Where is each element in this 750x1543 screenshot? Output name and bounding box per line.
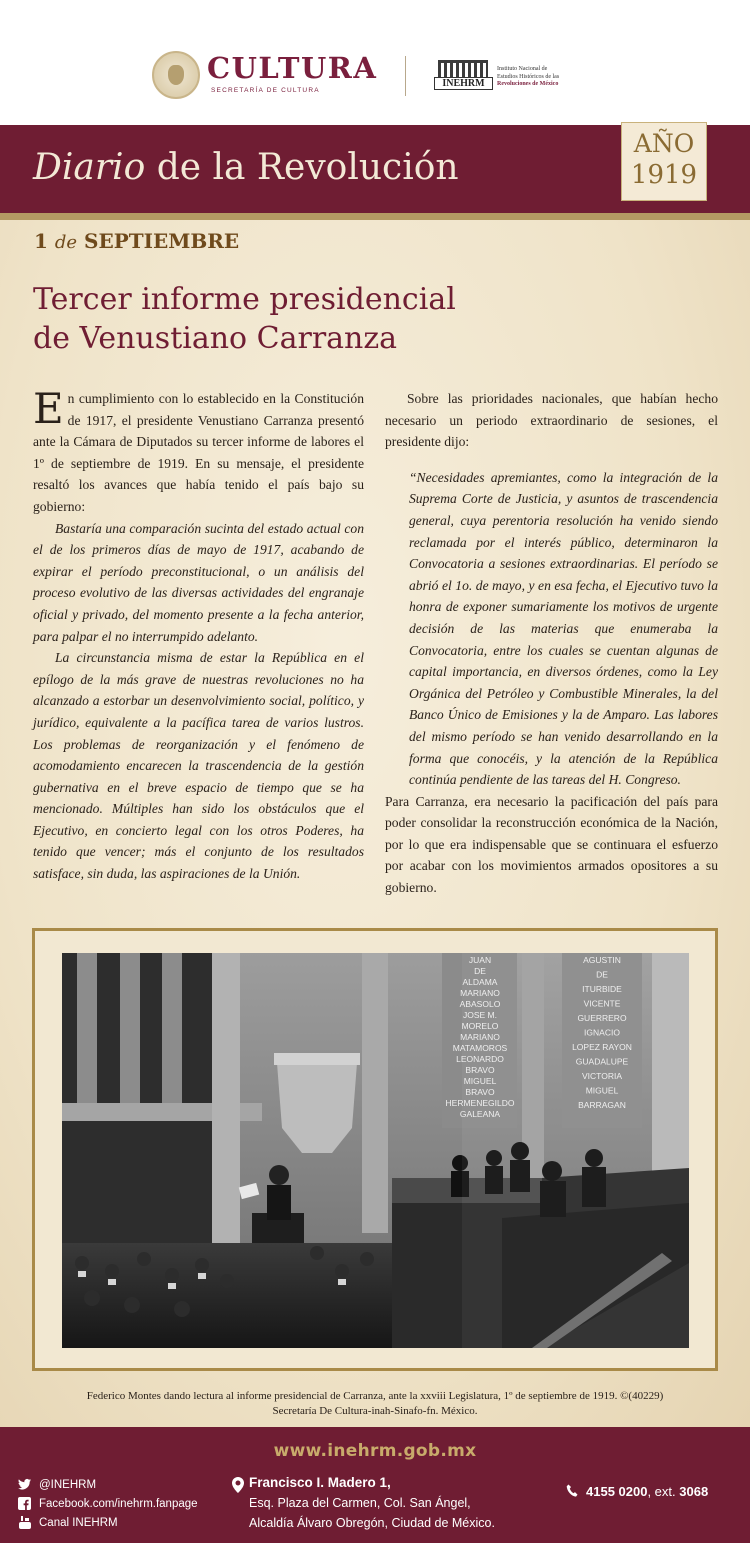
wall-name: MIGUEL [585, 1085, 619, 1096]
location-pin-icon [232, 1477, 244, 1493]
twitter-icon [18, 1478, 32, 1491]
chamber-photo-illustration [62, 953, 689, 1348]
youtube-icon [18, 1516, 32, 1529]
mexico-seal-icon [152, 51, 200, 99]
article-paragraph-1-text: n cumplimiento con lo establecido en la Constitución de 1917, el presidente Venustiano Carranza presentó ante la Cámara de Diputados su tercer informe de labores el 1º de septiembre de 1919. En su mensaje, el presidente resaltó los avances que había tenido el país bajo su gobierno: [33, 391, 364, 514]
historical-photo [62, 953, 689, 1348]
wall-name: IGNACIO [584, 1027, 620, 1038]
photo-frame [32, 928, 718, 1371]
wall-name: GUERRERO [577, 1013, 627, 1023]
headline-line2: de Venustiano Carranza [33, 321, 398, 356]
article-quote: “Necesidades apremiantes, como la integración de la Suprema Corte de Justicia, y asuntos de trascendencia general, cuya perentoria resolución ha venido siendo reclamada por el interés público, determinaron la Convocatoria a sesiones extraordinarias. El período se abrió el 1o. de mayo, y en esa fecha, el Ejecutivo tuvo la honra de exponer sumariamente los motivos de urgente decisión de las materias que enumeraba la Convocatoria, entre los cuales se cuentan algunas de capital importancia, en diversos órdenes, como la Ley Orgánica del Petróleo y Combustible Minerales, la del Banco Único de Emisiones y la de Amparo. Las labores del mismo período se han venido desarrollando en la forma que conocéis, y la atención de la República continúa pendiente de las tareas del H. Congreso. [409, 469, 718, 788]
wall-name: VICTORIA [582, 1071, 622, 1081]
website-link[interactable]: www.inehrm.gob.mx [273, 1441, 477, 1461]
wall-name: VICENTE [583, 998, 621, 1009]
wall-name: ABASOLO [459, 999, 501, 1009]
date-de: de [54, 232, 78, 253]
address-line1: Francisco I. Madero 1, [249, 1475, 391, 1490]
date-month: SEPTIEMBRE [84, 229, 240, 253]
wall-name: BRAVO [465, 1087, 495, 1097]
address-block [249, 1473, 495, 1533]
wall-name: JUAN [468, 955, 492, 965]
youtube-channel: Canal INEHRM [39, 1516, 118, 1529]
header-divider [405, 56, 406, 96]
cultura-logo-text: CULTURA [207, 51, 378, 85]
article-column-left [33, 384, 364, 885]
inehrm-name-line1: Instituto Nacional de [497, 66, 548, 72]
article-paragraph-1 [33, 384, 364, 518]
headline-line1: Tercer informe presidencial [33, 282, 456, 317]
phone-extension: 3068 [679, 1484, 709, 1499]
publication-title-rest: de la Revolución [145, 147, 459, 188]
photo-caption [0, 1389, 750, 1419]
inehrm-full-name [497, 66, 559, 89]
phone-info[interactable] [566, 1484, 708, 1499]
banner-gold-stripe [0, 213, 750, 220]
inehrm-name-line3: Revoluciones de México [497, 81, 559, 87]
wall-name: MORELO [461, 1021, 499, 1031]
inehrm-logo-text: INEHRM [434, 77, 493, 90]
twitter-handle: @INEHRM [39, 1478, 97, 1491]
wall-name: LEONARDO [456, 1054, 504, 1064]
year-badge [621, 122, 707, 201]
article-paragraph-3: La circunstancia misma de estar la República en el epílogo de la más grave de nuestras revoluciones no ha alcanzado a estorbar un desenvolvimiento social, político, y jurídico, equivalente a la pacífica tarea de varios lustros. Los problemas de reorganización y el fenómeno de acomodamiento encarecen la trascendencia de la gestión gubernativa en el breve espacio de tiempo que se ha mencionado. Múltiples han sido los obstáculos que el Ejecutivo, en concierto legal con los otros Poderes, ha tenido que vencer; más el conjunto de los resultados satisface, sin duda, las aspiraciones de la Unión. [33, 650, 364, 882]
caption-line1: Federico Montes dando lectura al informe presidencial de Carranza, ante la xxviii Legislatura, 1º de septiembre de 1919. ©(40229) [86, 1390, 664, 1402]
year-number: 1919 [630, 160, 698, 190]
date-day: 1 [34, 229, 48, 253]
wall-name: LOPEZ RAYON [572, 1042, 632, 1052]
inehrm-name-line2: Estudios Históricos de las [497, 73, 560, 80]
wall-name: JOSE M. [462, 1010, 498, 1020]
address-line3: Alcaldía Álvaro Obregón, Ciudad de México. [249, 1516, 495, 1530]
cultura-subtitle: SECRETARÍA DE CULTURA [211, 87, 320, 94]
caption-line2: Secretaría De Cultura-inah-Sinafo-fn. México. [272, 1405, 478, 1417]
wall-name: ITURBIDE [582, 984, 622, 994]
wall-name: GUADALUPE [575, 1056, 629, 1067]
phone-icon [566, 1484, 578, 1498]
social-links [18, 1475, 198, 1532]
wall-name: BRAVO [465, 1065, 495, 1075]
phone-number: 4155 0200 [586, 1484, 648, 1499]
wall-name: AGUSTIN [583, 955, 621, 965]
year-word: AÑO [633, 129, 695, 158]
building-icon [438, 60, 488, 77]
article-paragraph-4: Sobre las prioridades nacionales, que habían hecho necesario un periodo extraordinario de sesiones, el presidente dijo: [385, 391, 718, 450]
wall-name: MARIANO [460, 988, 500, 998]
wall-name: DE [474, 966, 486, 976]
drop-cap: E [33, 384, 64, 433]
facebook-page: Facebook.com/inehrm.fanpage [39, 1497, 198, 1510]
address-line2: Esq. Plaza del Carmen, Col. San Ángel, [249, 1496, 471, 1510]
wall-name: MARIANO [460, 1032, 500, 1042]
publication-title-italic: Diario [33, 147, 146, 188]
facebook-link[interactable] [18, 1494, 198, 1513]
wall-name: GALEANA [459, 1109, 501, 1119]
wall-name: HERMENEGILDO [445, 1098, 515, 1108]
inehrm-logo [434, 58, 493, 90]
youtube-link[interactable] [18, 1513, 198, 1532]
article-date [34, 229, 239, 253]
facebook-icon [18, 1497, 32, 1510]
phone-ext-label: , ext. [647, 1484, 680, 1499]
article-headline [33, 280, 633, 358]
twitter-link[interactable] [18, 1475, 198, 1494]
wall-name: DE [596, 969, 608, 980]
article-paragraph-2: Bastaría una comparación sucinta del estado actual con el de los primeros días de mayo de 1917, acabando de expirar el período preconstitucional, o un análisis del proceso evolutivo de las diversas actividades del engranaje oficial y privado, del momento presente a la fecha anterior, para palpar el no interrumpido adelanto. [33, 520, 364, 644]
article-paragraph-5: Para Carranza, era necesario la pacificación del país para poder consolidar la reconstrucción económica de la Nación, por lo que era indispensable que se continuara el esfuerzo por acabar con los movimientos armados opositores a su gobierno. [385, 793, 718, 896]
wall-name: MATAMOROS [452, 1043, 508, 1053]
publication-title [33, 147, 459, 188]
wall-name: ALDAMA [462, 977, 498, 987]
article-column-right [385, 388, 718, 899]
wall-name: MIGUEL [463, 1076, 497, 1086]
wall-name: BARRAGAN [578, 1100, 626, 1110]
